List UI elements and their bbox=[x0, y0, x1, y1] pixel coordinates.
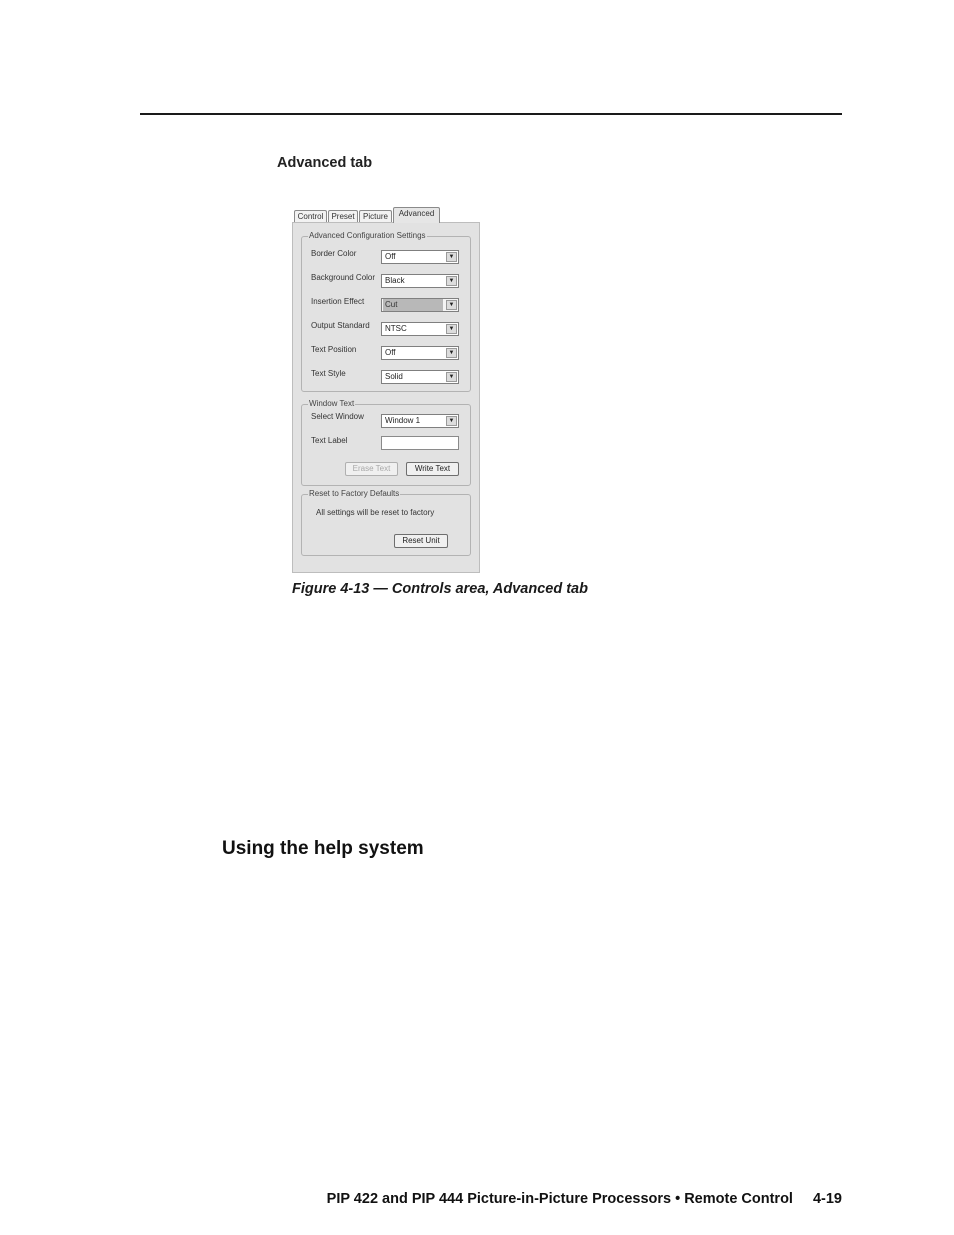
border-color-value: Off bbox=[385, 252, 396, 261]
sub-heading: Advanced tab bbox=[277, 155, 373, 171]
reset-note: All settings will be reset to factory bbox=[316, 508, 435, 517]
text-style-select[interactable] bbox=[381, 370, 459, 384]
text-position-select[interactable] bbox=[381, 346, 459, 360]
header-rule bbox=[140, 113, 842, 115]
insertion-effect-label: Insertion Effect bbox=[311, 297, 365, 306]
text-label-label: Text Label bbox=[311, 436, 348, 445]
text-position-value: Off bbox=[385, 348, 396, 357]
tab-preset[interactable]: Preset bbox=[328, 210, 358, 222]
select-window-label: Select Window bbox=[311, 412, 364, 421]
tab-advanced[interactable]: Advanced bbox=[393, 207, 440, 223]
page-footer bbox=[327, 1191, 842, 1207]
reset-group bbox=[301, 489, 471, 556]
tab-control[interactable]: Control bbox=[294, 210, 327, 222]
background-color-select[interactable] bbox=[381, 274, 459, 288]
border-color-select[interactable] bbox=[381, 250, 459, 264]
chevron-down-icon[interactable]: ▼ bbox=[446, 276, 457, 286]
erase-text-button[interactable]: Erase Text bbox=[345, 462, 398, 476]
controls-panel-screenshot bbox=[292, 207, 480, 573]
reset-unit-button[interactable]: Reset Unit bbox=[394, 534, 448, 548]
select-window-select[interactable] bbox=[381, 414, 459, 428]
chevron-down-icon[interactable]: ▼ bbox=[446, 416, 457, 426]
insertion-effect-select[interactable] bbox=[381, 298, 459, 312]
tab-body bbox=[292, 222, 480, 573]
advanced-config-legend: Advanced Configuration Settings bbox=[309, 231, 426, 240]
reset-legend: Reset to Factory Defaults bbox=[309, 489, 400, 498]
output-standard-select[interactable] bbox=[381, 322, 459, 336]
tab-picture[interactable]: Picture bbox=[359, 210, 392, 222]
chevron-down-icon[interactable]: ▼ bbox=[446, 300, 457, 310]
insertion-effect-value: Cut bbox=[383, 299, 443, 311]
chevron-down-icon[interactable]: ▼ bbox=[446, 372, 457, 382]
background-color-value: Black bbox=[385, 276, 405, 285]
window-text-group bbox=[301, 399, 471, 486]
border-color-label: Border Color bbox=[311, 249, 357, 258]
window-text-legend: Window Text bbox=[309, 399, 355, 408]
section-heading: Using the help system bbox=[222, 838, 424, 859]
write-text-button[interactable]: Write Text bbox=[406, 462, 459, 476]
chevron-down-icon[interactable]: ▼ bbox=[446, 324, 457, 334]
text-position-label: Text Position bbox=[311, 345, 357, 354]
output-standard-label: Output Standard bbox=[311, 321, 370, 330]
background-color-label: Background Color bbox=[311, 273, 376, 282]
figure-caption: Figure 4-13 — Controls area, Advanced tab bbox=[292, 581, 588, 597]
output-standard-value: NTSC bbox=[385, 324, 407, 333]
text-label-input[interactable] bbox=[381, 436, 459, 450]
select-window-value: Window 1 bbox=[385, 416, 421, 425]
chevron-down-icon[interactable]: ▼ bbox=[446, 252, 457, 262]
page-number: 4-19 bbox=[812, 1191, 842, 1207]
text-style-value: Solid bbox=[385, 372, 403, 381]
advanced-config-group bbox=[301, 231, 471, 392]
footer-title: PIP 422 and PIP 444 Picture-in-Picture Processors • Remote Control bbox=[326, 1191, 793, 1207]
text-style-label: Text Style bbox=[311, 369, 346, 378]
chevron-down-icon[interactable]: ▼ bbox=[446, 348, 457, 358]
